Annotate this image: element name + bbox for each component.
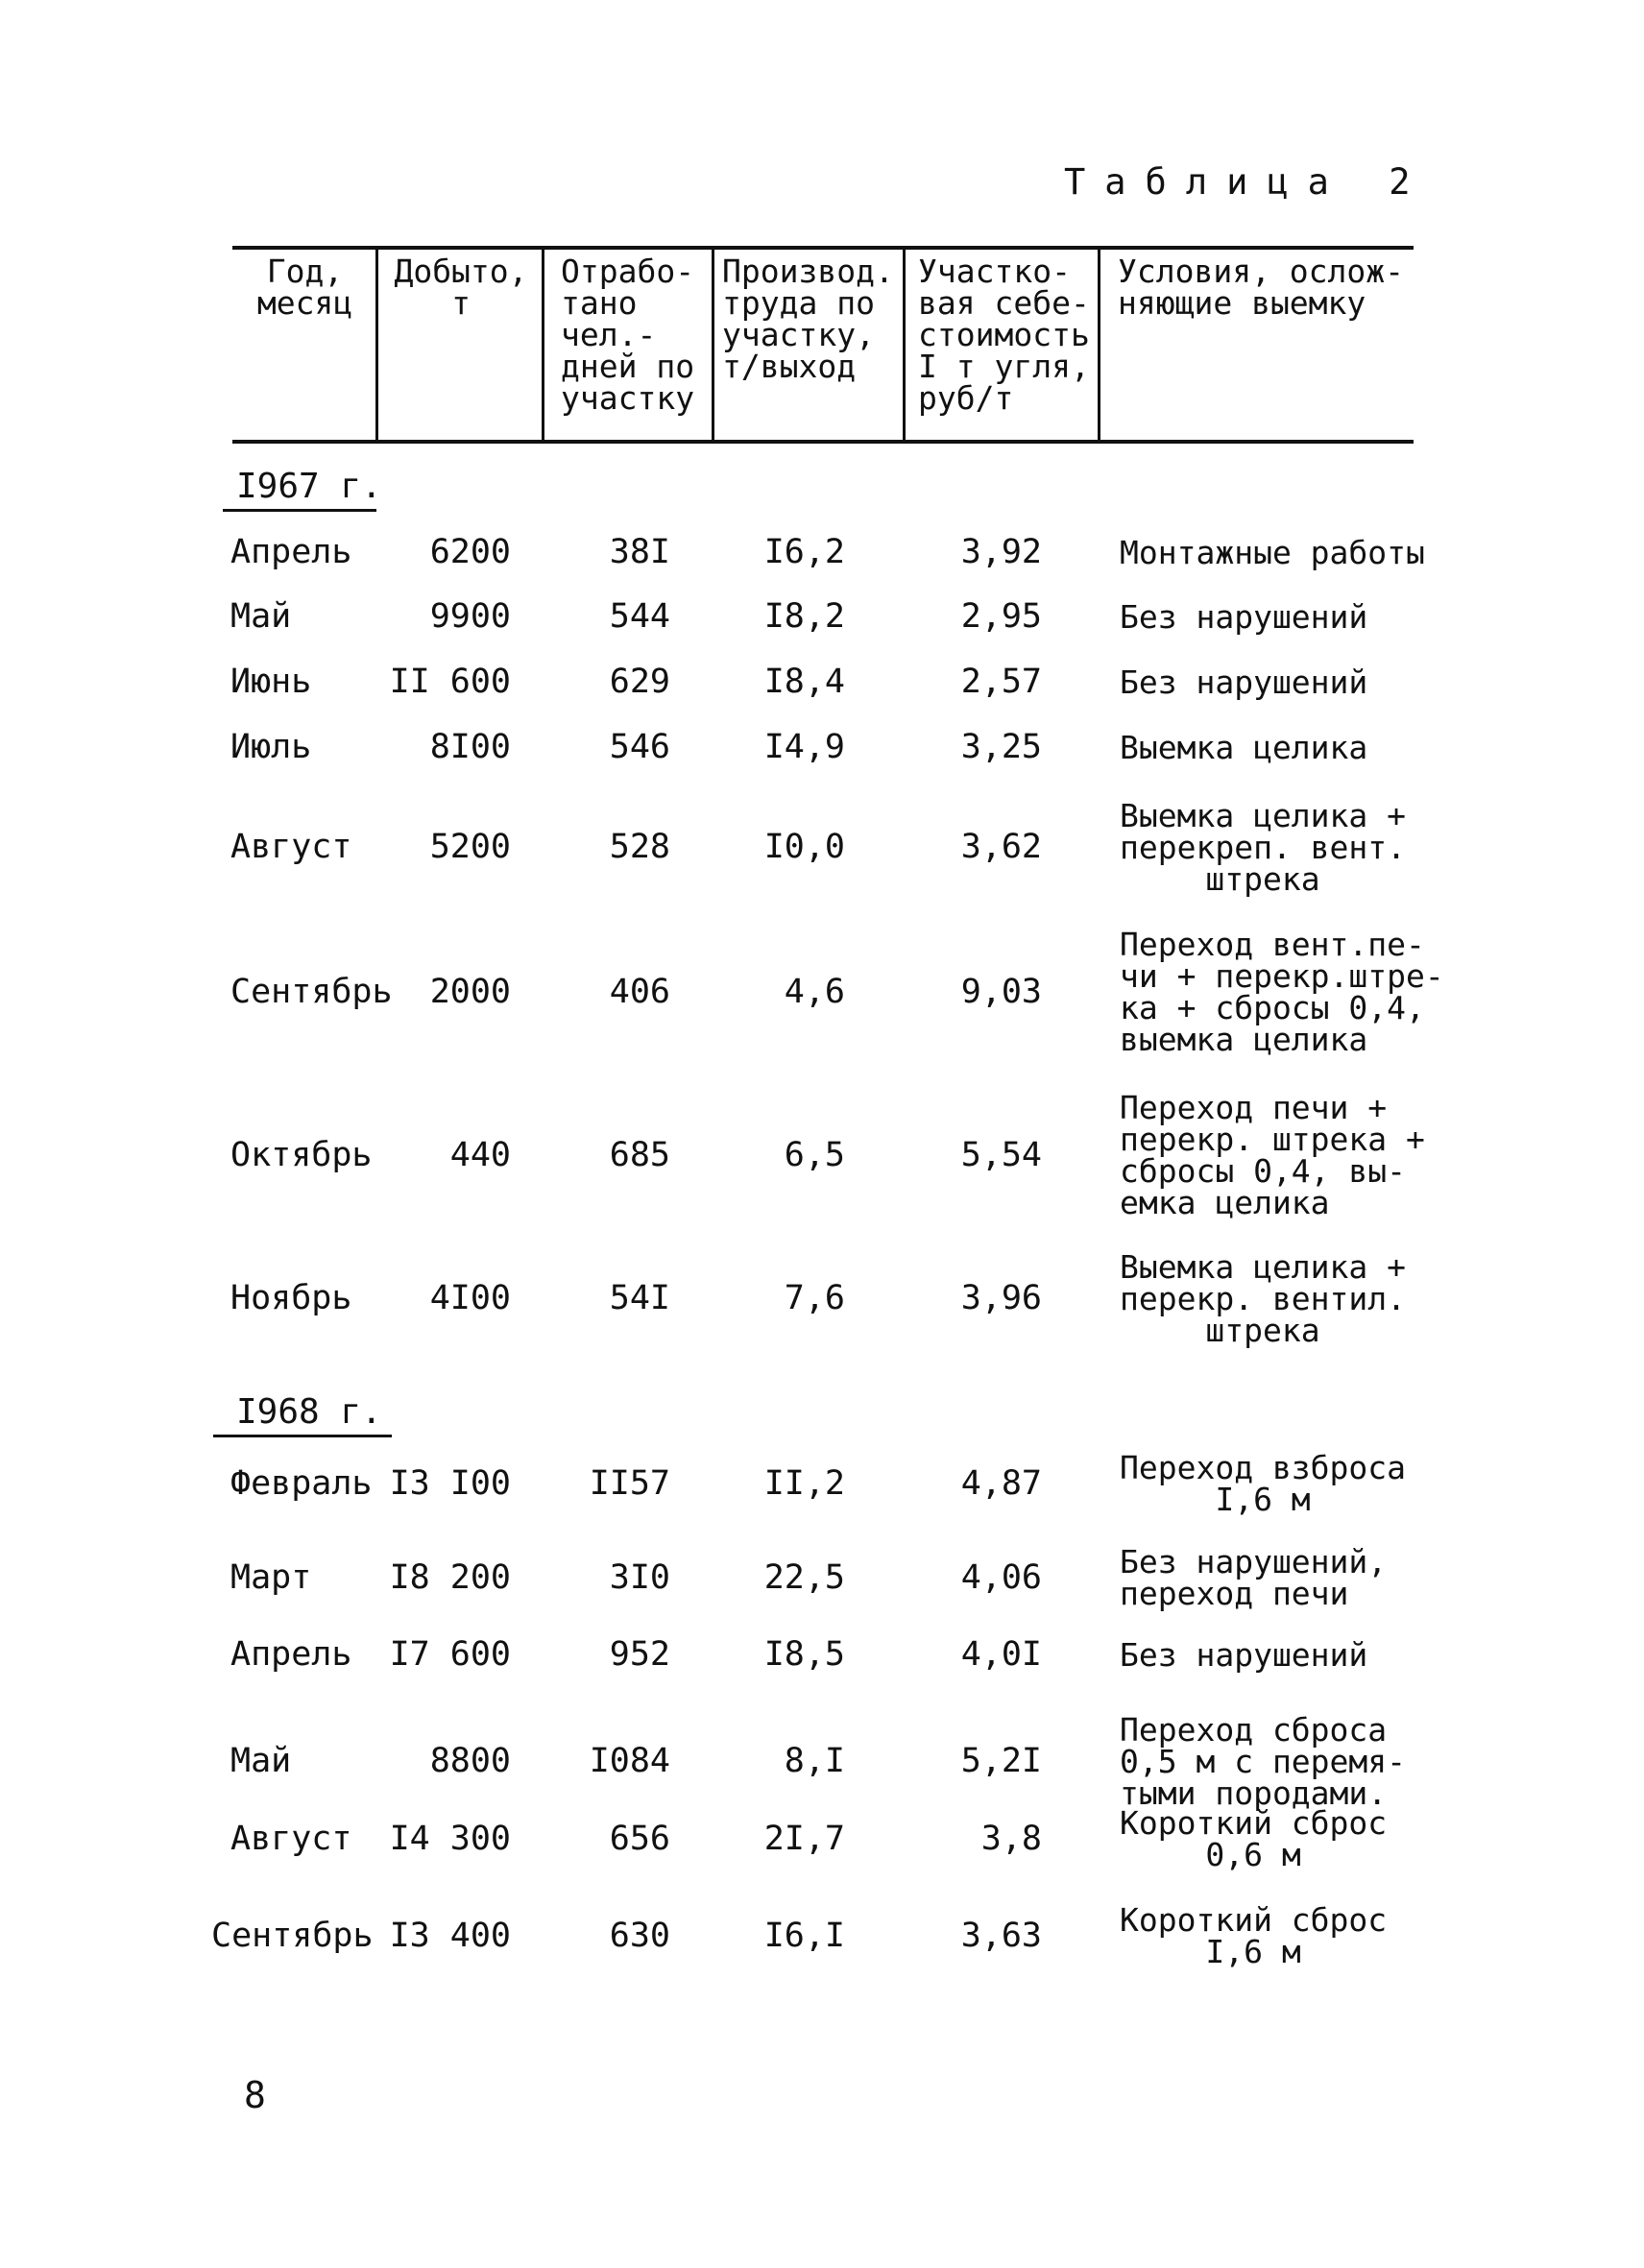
cell-productivity: II,2	[763, 1464, 845, 1503]
table-row	[0, 794, 1644, 900]
cell-cost: 3,96	[960, 1279, 1042, 1317]
cell-conditions	[1120, 1626, 1465, 1683]
cell-man-days: 685	[609, 1136, 670, 1174]
cell-conditions	[1120, 794, 1465, 900]
header-productivity: Производ. труда по участку, т/выход	[722, 253, 894, 385]
cell-man-days: 546	[609, 728, 670, 766]
cell-productivity: 7,6	[784, 1279, 845, 1317]
conditions-text: Переход печи + перекр. штрека + сбросы 0,4, вы- емка целика	[1120, 1089, 1425, 1221]
conditions-text: Без нарушений	[1120, 663, 1368, 701]
cell-cost: 4,0I	[960, 1635, 1042, 1674]
year-underline	[223, 509, 376, 512]
conditions-text: Без нарушений, переход печи	[1120, 1543, 1388, 1612]
cell-conditions	[1120, 588, 1465, 645]
cell-mined: 440	[449, 1136, 511, 1174]
cell-mined: 4I00	[429, 1279, 511, 1317]
cell-productivity: 2I,7	[763, 1820, 845, 1858]
cell-man-days: 629	[609, 663, 670, 701]
table-row	[0, 653, 1644, 711]
conditions-text: Выемка целика	[1120, 728, 1368, 766]
column-separator	[542, 248, 544, 442]
cell-month: Февраль	[230, 1464, 373, 1503]
cell-conditions	[1120, 1087, 1465, 1223]
cell-month: Июль	[230, 728, 312, 766]
cell-mined: 8800	[429, 1742, 511, 1780]
header-man-days: Отрабо- тано чел.- дней по участку	[561, 253, 695, 417]
cell-cost: 3,62	[960, 828, 1042, 866]
cell-mined: 2000	[429, 973, 511, 1011]
cell-conditions	[1120, 653, 1465, 711]
cell-productivity: I8,5	[763, 1635, 845, 1674]
header-cost: Участко- вая себе- стоимость I т угля, руб/т	[918, 253, 1090, 417]
cell-month: Сентябрь	[230, 973, 393, 1011]
cell-man-days: 544	[609, 597, 670, 636]
cell-productivity: I4,9	[763, 728, 845, 766]
table-row	[0, 523, 1644, 581]
table-row	[0, 1897, 1644, 1974]
cell-man-days: II57	[589, 1464, 670, 1503]
cell-conditions	[1120, 1445, 1465, 1522]
conditions-text: Без нарушений	[1120, 1635, 1368, 1674]
cell-productivity: 8,I	[784, 1742, 845, 1780]
conditions-text: Переход вент.пе- чи + перекр.штре- ка + сбросы 0,4, выемка целика	[1120, 926, 1444, 1058]
header-top-rule	[232, 246, 1414, 250]
table-caption: Таблица 2	[1064, 161, 1430, 203]
cell-productivity: 22,5	[763, 1558, 845, 1597]
cell-month: Октябрь	[230, 1136, 373, 1174]
cell-cost: 5,54	[960, 1136, 1042, 1174]
cell-cost: 3,25	[960, 728, 1042, 766]
table-row	[0, 1245, 1644, 1351]
cell-mined: II 600	[389, 663, 511, 701]
cell-cost: 3,92	[960, 533, 1042, 571]
cell-productivity: I0,0	[763, 828, 845, 866]
conditions-text: Короткий сброс 0,6 м	[1120, 1804, 1388, 1873]
cell-month: Апрель	[230, 1635, 352, 1674]
cell-conditions	[1120, 1245, 1465, 1351]
conditions-text: Без нарушений	[1120, 597, 1368, 636]
cell-cost: 4,87	[960, 1464, 1042, 1503]
cell-mined: I8 200	[389, 1558, 511, 1597]
cell-man-days: 3I0	[609, 1558, 670, 1597]
cell-cost: 9,03	[960, 973, 1042, 1011]
cell-month: Июнь	[230, 663, 312, 701]
cell-mined: 6200	[429, 533, 511, 571]
year-underline	[213, 1435, 392, 1437]
cell-month: Август	[230, 828, 352, 866]
cell-mined: I3 I00	[389, 1464, 511, 1503]
conditions-text: Переход сброса 0,5 м с перемя- тыми породами.	[1120, 1710, 1407, 1812]
cell-productivity: 6,5	[784, 1136, 845, 1174]
header-mined: Добыто, т	[394, 253, 528, 322]
cell-man-days: I084	[589, 1742, 670, 1780]
cell-mined: I7 600	[389, 1635, 511, 1674]
cell-man-days: 656	[609, 1820, 670, 1858]
cell-conditions	[1120, 1706, 1465, 1816]
cell-productivity: I6,I	[763, 1917, 845, 1955]
conditions-text: Выемка целика + перекр. вентил. штрека	[1120, 1247, 1407, 1349]
cell-conditions	[1120, 523, 1465, 581]
column-separator	[712, 248, 714, 442]
table-row	[0, 588, 1644, 645]
cell-month: Май	[230, 597, 292, 636]
cell-cost: 3,63	[960, 1917, 1042, 1955]
cell-month: Май	[230, 1742, 292, 1780]
cell-man-days: 952	[609, 1635, 670, 1674]
year-heading: I968 г.	[236, 1392, 382, 1432]
cell-month: Апрель	[230, 533, 352, 571]
cell-mined: I4 300	[389, 1820, 511, 1858]
table-row	[0, 718, 1644, 776]
conditions-text: Выемка целика + перекреп. вент. штрека	[1120, 796, 1407, 898]
cell-cost: 2,95	[960, 597, 1042, 636]
conditions-text: Короткий сброс I,6 м	[1120, 1901, 1388, 1970]
cell-man-days: 528	[609, 828, 670, 866]
header-year-month: Год, месяц	[256, 253, 353, 322]
cell-cost: 4,06	[960, 1558, 1042, 1597]
table-row	[0, 1706, 1644, 1816]
cell-productivity: I8,4	[763, 663, 845, 701]
cell-man-days: 38I	[609, 533, 670, 571]
cell-conditions	[1120, 1539, 1465, 1616]
page-number: 8	[244, 2074, 266, 2116]
cell-mined: 5200	[429, 828, 511, 866]
cell-productivity: 4,6	[784, 973, 845, 1011]
cell-conditions	[1120, 1897, 1465, 1974]
table-row	[0, 1445, 1644, 1522]
table-row	[0, 1087, 1644, 1223]
cell-conditions	[1120, 718, 1465, 776]
cell-month: Август	[230, 1820, 352, 1858]
table-row	[0, 924, 1644, 1060]
cell-mined: 8I00	[429, 728, 511, 766]
cell-conditions	[1120, 1800, 1465, 1877]
cell-cost: 2,57	[960, 663, 1042, 701]
column-separator	[375, 248, 378, 442]
cell-mined: 9900	[429, 597, 511, 636]
cell-mined: I3 400	[389, 1917, 511, 1955]
conditions-text: Монтажные работы	[1120, 533, 1425, 571]
header-bottom-rule	[232, 440, 1414, 444]
conditions-text: Переход взброса I,6 м	[1120, 1449, 1407, 1518]
table-row	[0, 1626, 1644, 1683]
cell-man-days: 630	[609, 1917, 670, 1955]
cell-cost: 3,8	[980, 1820, 1042, 1858]
cell-month: Сентябрь	[211, 1917, 374, 1955]
cell-month: Ноябрь	[230, 1279, 352, 1317]
table-row	[0, 1800, 1644, 1877]
cell-man-days: 406	[609, 973, 670, 1011]
year-heading: I967 г.	[236, 467, 382, 506]
table-row	[0, 1539, 1644, 1616]
cell-conditions	[1120, 924, 1465, 1060]
header-conditions: Условия, ослож- няющие выемку	[1118, 253, 1405, 322]
cell-productivity: I6,2	[763, 533, 845, 571]
cell-month: Март	[230, 1558, 312, 1597]
cell-productivity: I8,2	[763, 597, 845, 636]
cell-cost: 5,2I	[960, 1742, 1042, 1780]
cell-man-days: 54I	[609, 1279, 670, 1317]
